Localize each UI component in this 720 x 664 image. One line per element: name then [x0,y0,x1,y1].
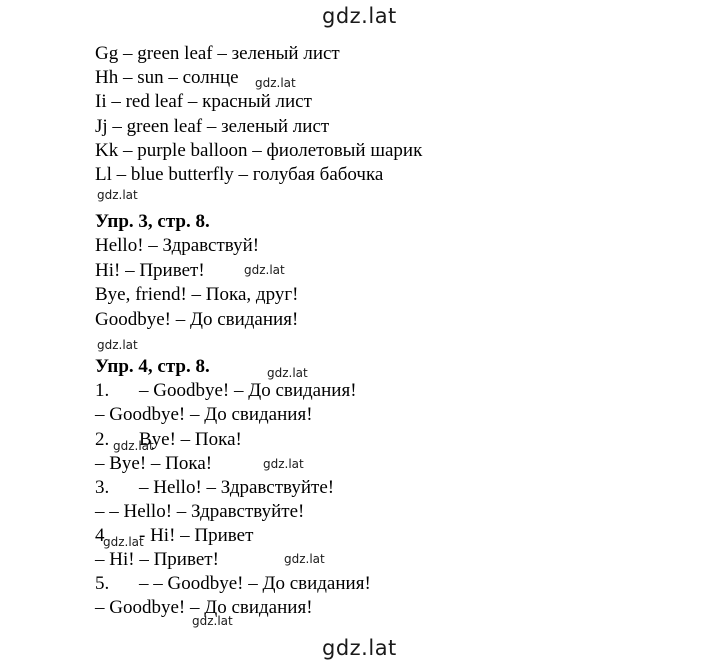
exercise-4-line [95,573,371,595]
watermark-small: gdz.lat [284,552,325,566]
watermark-small: gdz.lat [103,535,144,549]
line-number: 5. [95,573,110,594]
line-text: – Hello! – Здравствуйте! [139,477,335,498]
line-text: – – Goodbye! – До свидания! [139,573,371,594]
exercise-4-heading: Упр. 4, стр. 8. [95,356,210,377]
exercise-3-line: Goodbye! – До свидания! [95,309,299,330]
letter-line-ll: Ll – blue butterfly – голубая бабочка [95,164,384,185]
exercise-4-line [95,501,304,523]
watermark-small: gdz.lat [267,366,308,380]
line-number: 4 [95,525,105,546]
exercise-4-line [95,477,334,499]
watermark-small: gdz.lat [192,614,233,628]
watermark-small: gdz.lat [113,439,154,453]
exercise-4-line [95,380,357,402]
exercise-4-line [95,404,313,426]
watermark-small: gdz.lat [244,263,285,277]
line-text: - Hi! – Привет [139,525,254,546]
line-text: – Goodbye! – До свидания! [95,597,313,618]
watermark-small: gdz.lat [97,338,138,352]
line-text: – Bye! – Пока! [95,453,213,474]
watermark-top: gdz.lat [322,4,397,28]
line-number: 3. [95,477,110,498]
line-text: – – Hello! – Здравствуйте! [95,501,305,522]
letter-line-jj: Jj – green leaf – зеленый лист [95,116,330,137]
letter-line-ii: Ii – red leaf – красный лист [95,91,312,112]
line-number: 1. [95,380,110,401]
exercise-3-line: Hi! – Привет! [95,260,205,281]
watermark-small: gdz.lat [255,76,296,90]
line-text: – Goodbye! – До свидания! [95,404,313,425]
exercise-3-heading: Упр. 3, стр. 8. [95,211,210,232]
line-text: Bye! – Пока! [139,429,242,450]
line-number: 2. [95,429,110,450]
exercise-4-line [95,549,219,571]
watermark-small: gdz.lat [97,188,138,202]
letter-line-hh: Hh – sun – солнце [95,67,239,88]
exercise-3-line: Bye, friend! – Пока, друг! [95,284,299,305]
exercise-4-line [95,453,212,475]
letter-line-gg: Gg – green leaf – зеленый лист [95,43,340,64]
watermark-bottom: gdz.lat [322,636,397,660]
line-text: – Hi! – Привет! [95,549,219,570]
exercise-3-line: Hello! – Здравствуй! [95,235,260,256]
letter-line-kk: Kk – purple balloon – фиолетовый шарик [95,140,423,161]
watermark-small: gdz.lat [263,457,304,471]
line-text: – Goodbye! – До свидания! [139,380,357,401]
